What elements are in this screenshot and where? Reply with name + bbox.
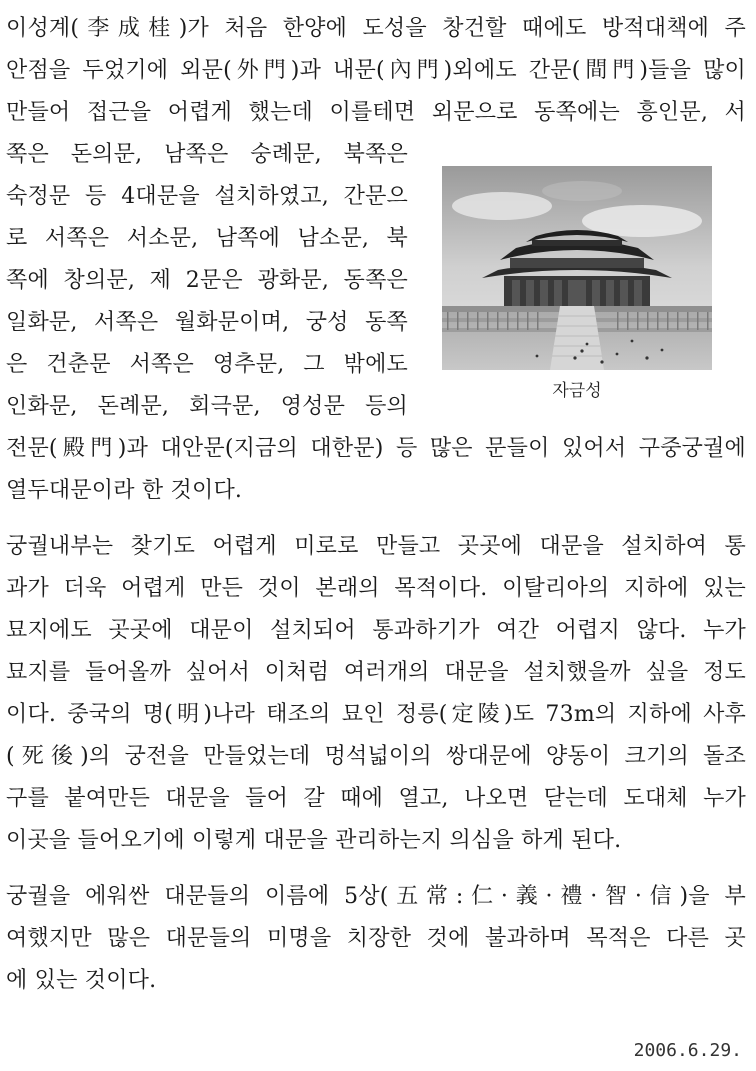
text-line: 묘지에도 곳곳에 대문이 설치되어 통과하기가 여간 어렵지 않다. 누가 [6, 618, 746, 643]
text-line: 묘지를 들어올까 싶어서 이처럼 여러개의 대문을 설치했을까 싶을 정도 [6, 660, 746, 685]
text-line: 은 건춘문 서쪽은 영추문, 그 밖에도 [6, 352, 408, 377]
text-line: (死後)의 궁전을 만들었는데 멍석넓이의 쌍대문에 양동이 크기의 돌조 [6, 744, 746, 769]
text-line: 이다. 중국의 명(明)나라 태조의 묘인 정릉(定陵)도 73m의 지하에 사후 [6, 702, 746, 727]
text-line: 만들어 접근을 어렵게 했는데 이를테면 외문으로 동쪽에는 흥인문, 서 [6, 100, 746, 125]
text-line: 에 있는 것이다. [6, 968, 157, 993]
text-line: 궁궐내부는 찾기도 어렵게 미로로 만들고 곳곳에 대문을 설치하여 통 [6, 534, 746, 559]
photo-caption: 자금성 [552, 381, 602, 401]
text-line: 여했지만 많은 대문들의 미명을 치장한 것에 불과하며 목적은 다른 곳 [6, 926, 746, 951]
text-line: 이성계(李成桂)가 처음 한양에 도성을 창건할 때에도 방적대책에 주 [6, 16, 746, 41]
text-line: 궁궐을 에워싼 대문들의 이름에 5상(五常:仁·義·禮·智·信)을 부 [6, 884, 746, 909]
text-line: 인화문, 돈례문, 회극문, 영성문 등의 [6, 394, 408, 419]
text-line: 이곳을 들어오기에 이렇게 대문을 관리하는지 의심을 하게 된다. [6, 828, 622, 853]
text-line: 쪽에 창의문, 제 2문은 광화문, 동쪽은 [6, 268, 408, 293]
text-line: 구를 붙여만든 대문을 들어 갈 때에 열고, 나오면 닫는데 도대체 누가 [6, 786, 746, 811]
text-line: 과가 더욱 어렵게 만든 것이 본래의 목적이다. 이탈리아의 지하에 있는 [6, 576, 746, 601]
palace-illustration [442, 166, 712, 370]
text-line: 숙정문 등 4대문을 설치하였고, 간문으 [6, 184, 408, 209]
text-line: 쪽은 돈의문, 남쪽은 숭례문, 북쪽은 [6, 142, 408, 167]
text-line: 열두대문이라 한 것이다. [6, 478, 243, 503]
text-line: 전문(殿門)과 대안문(지금의 대한문) 등 많은 문들이 있어서 구중궁궐에 [6, 436, 746, 461]
text-line: 로 서쪽은 서소문, 남쪽에 남소문, 북 [6, 226, 408, 251]
document-date: 2006.6.29. [633, 1040, 742, 1061]
text-line: 일화문, 서쪽은 월화문이며, 궁성 동쪽 [6, 310, 408, 335]
text-line: 안점을 두었기에 외문(外門)과 내문(內門)외에도 간문(間門)들을 많이 [6, 58, 746, 83]
palace-photo [442, 166, 712, 370]
